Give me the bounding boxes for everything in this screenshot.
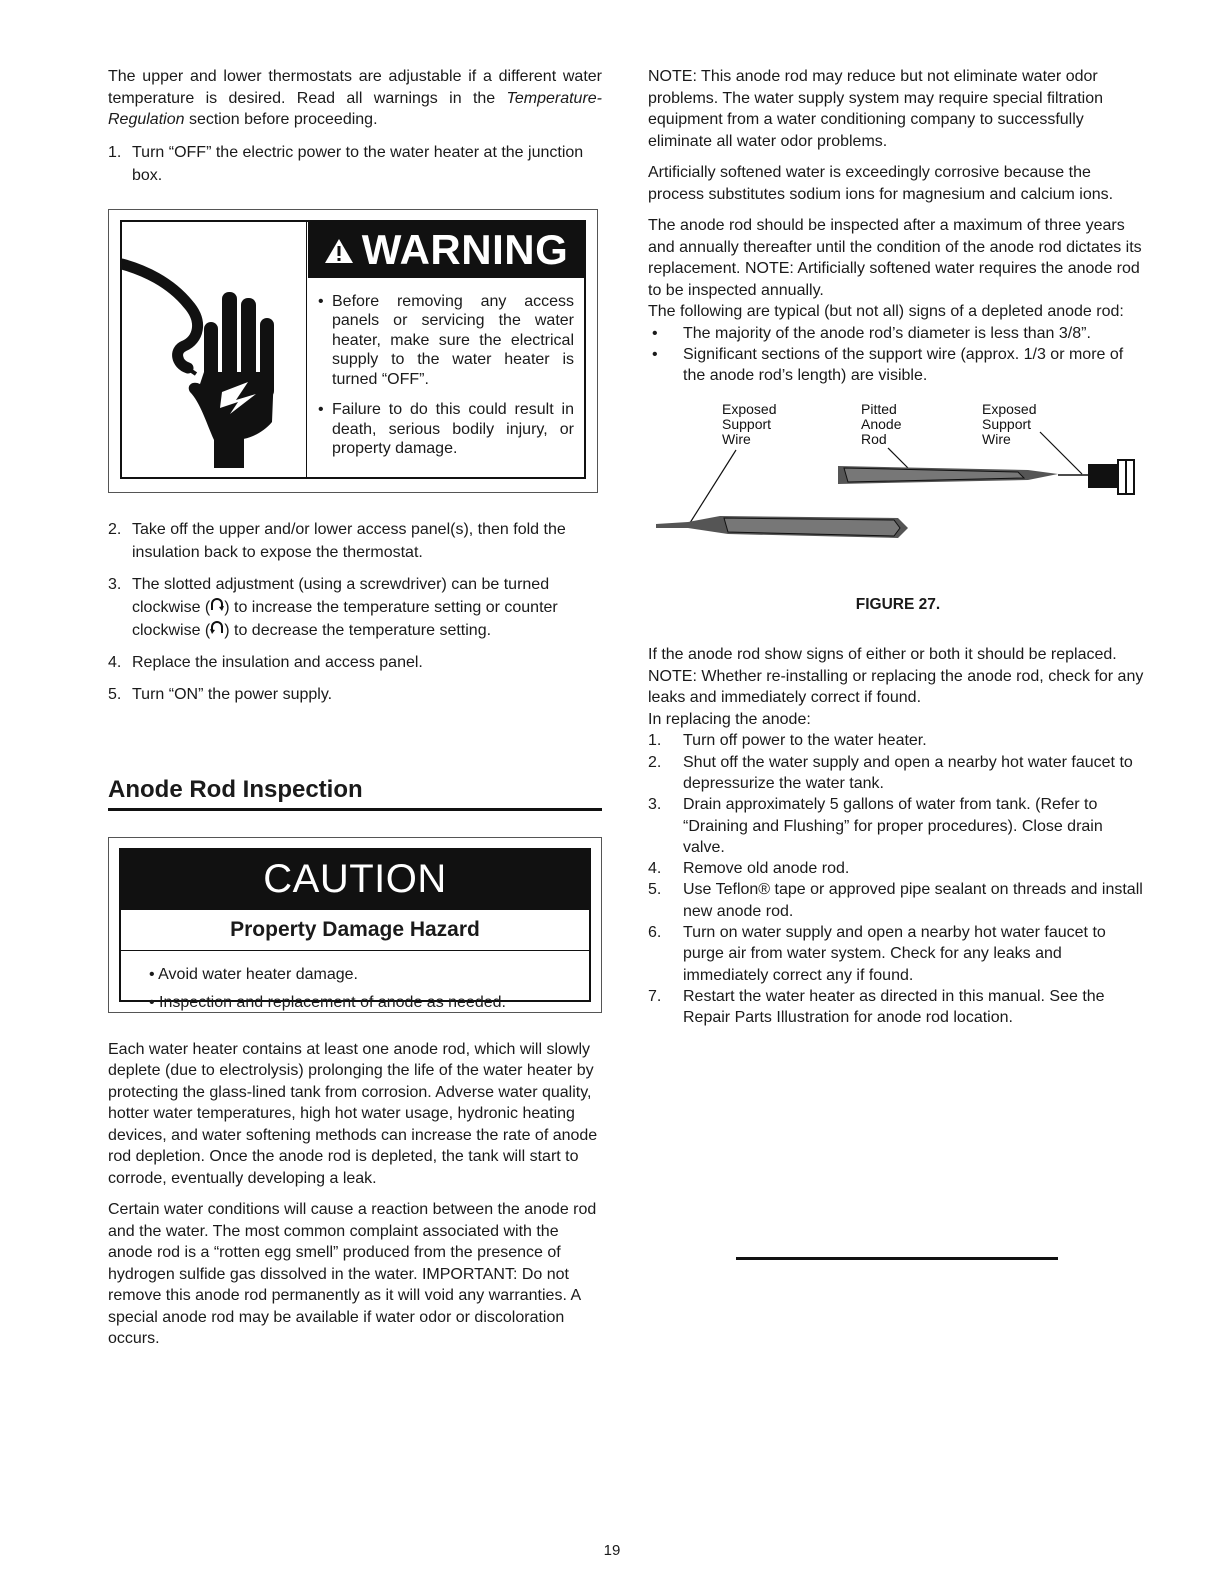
label-mid-3: Rod (861, 431, 887, 448)
page-number: 19 (603, 1542, 621, 1559)
step-text: Turn on water supply and open a nearby hot water faucet to purge air from water system. Check for any leaks and immediately correct any if found. (683, 924, 1106, 984)
label-left-3: Wire (722, 431, 751, 448)
anode-paragraph-1: Each water heater contains at least one anode rod, which will slowly deplete (due to electrolysis) prolonging the life of the water heater by protecting the glass-lined tank from corrosion. Adverse water quality, hotter water temperatures, high hot water usage, hydronic heating devices, and water softening methods can increase the rate of anode rod depletion. Once the anode rod is depleted, the tank will start to corrode, eventually developing a leak. (108, 1040, 598, 1187)
caution-item: • Inspection and replacement of anode as needed. (149, 993, 506, 1011)
warning-triangle-icon (324, 226, 354, 274)
anode-paragraph-2: Certain water conditions will cause a reaction between the anode rod and the water. The most common complaint associated with the anode rod is a “rotten egg smell” produced from the presence of hydrogen sulfide gas dissolved in the water. IMPORTANT: Do not remove this anode rod permanently as it will void any warranties. A special anode rod may be available if water odor or discoloration occurs. (108, 1201, 597, 1347)
step-3 (108, 573, 602, 642)
step-text: Turn “OFF” the electric power to the water heater at the junction box. (132, 143, 584, 184)
sign-text: Significant sections of the support wire (approx. 1/3 or more of the anode rod’s length) are visible. (683, 345, 1124, 385)
replace-step (648, 986, 1148, 1029)
intro-paragraph (108, 66, 602, 131)
step-number: 1. (108, 143, 122, 161)
step-text: Drain approximately 5 gallons of water from tank. (Refer to “Draining and Flushing” for proper procedures). Close drain valve. (683, 796, 1103, 856)
replace-step (648, 879, 1148, 922)
warning-header (308, 222, 584, 278)
step-text: Shut off the water supply and open a nearby hot water faucet to depressurize the water tank. (683, 753, 1133, 792)
electric-shock-hand-icon (122, 222, 307, 477)
label-mid-1: Pitted (861, 401, 897, 418)
inspect-paragraph: The anode rod should be inspected after a maximum of three years and annually thereafter until the condition of the anode rod dictates its replacement. NOTE: Artificially softened water requires the anode rod to be inspected annually. (648, 217, 1142, 299)
step-text: Replace the insulation and access panel. (132, 653, 423, 671)
step-list-2 (108, 518, 602, 706)
step-text: Restart the water heater as directed in this manual. See the Repair Parts Illustration for anode rod location. (683, 987, 1105, 1027)
warning-list (318, 292, 574, 470)
replace-step (648, 858, 1148, 879)
step-number: 4. (648, 860, 662, 878)
warning-item-text: Failure to do this could result in death, serious bodily injury, or property damage. (332, 401, 574, 457)
clockwise-arrow-icon (210, 599, 224, 616)
step-4 (108, 651, 602, 674)
label-left-1: Exposed (722, 401, 777, 418)
step-number: 4. (108, 653, 122, 671)
caution-header: CAUTION (121, 850, 589, 910)
step-1 (108, 141, 602, 187)
caution-box (108, 837, 602, 1013)
label-left-2: Support (722, 416, 772, 433)
label-mid-2: Anode (861, 416, 902, 433)
step-5 (108, 683, 602, 706)
sign-item: • Significant sections of the support wire (approx. 1/3 or more of the anode rod’s length) are visible. (652, 345, 1124, 385)
anode-rod-figure (648, 396, 1148, 586)
label-right-2: Support (982, 416, 1032, 433)
step-text: ) to increase the temperature setting or counter clockwise ( (132, 598, 558, 639)
step-text: Take off the upper and/or lower access panel(s), then fold the insulation back to expose the thermostat. (132, 520, 566, 561)
warning-title: WARNING (361, 225, 569, 273)
intro-text-b: section before proceeding. (184, 111, 378, 128)
step-number: 2. (648, 753, 662, 771)
caution-subheader: Property Damage Hazard (121, 910, 589, 951)
warning-inner (120, 220, 586, 479)
label-right-3: Wire (982, 431, 1011, 448)
replace-step (648, 922, 1148, 986)
step-number: 3. (648, 796, 662, 814)
right-column (648, 66, 1148, 1039)
intro-text-italic: Temperature-Regulation (108, 89, 602, 128)
replace-step (648, 752, 1148, 795)
step-text: Turn off power to the water heater. (683, 732, 927, 750)
sign-item: • The majority of the anode rod’s diameter is less than 3/8”. (652, 324, 1091, 342)
step-text: ) to decrease the temperature setting. (224, 621, 492, 639)
step-2 (108, 518, 602, 564)
warning-item: • Before removing any access panels or servicing the water heater, make sure the electrical supply to the water heater is turned “OFF”. (318, 292, 574, 388)
replace-step (648, 794, 1148, 858)
warning-box (108, 209, 598, 493)
step-number: 5. (648, 881, 662, 899)
warning-item-text: Before removing any access panels or servicing the water heater, make sure the electrical supply to the water heater is turned “OFF”. (332, 292, 574, 388)
step-number: 5. (108, 685, 122, 703)
counterclockwise-arrow-icon (210, 622, 224, 639)
signs-intro: The following are typical (but not all) signs of a depleted anode rod: (648, 303, 1124, 320)
signs-list (648, 323, 1148, 387)
step-number: 3. (108, 575, 122, 593)
step-number: 2. (108, 520, 122, 538)
figure-caption: FIGURE 27. (855, 596, 941, 614)
sign-text: The majority of the anode rod’s diameter is less than 3/8”. (683, 324, 1091, 342)
intro-text-a: The upper and lower thermostats are adjustable if a different water temperature is desired. Read all warnings in the (108, 68, 602, 107)
step-text: Remove old anode rod. (683, 860, 850, 878)
step-number: 7. (648, 987, 662, 1005)
left-column (108, 66, 602, 1360)
caution-list (121, 951, 589, 1017)
replace-steps (648, 730, 1148, 1028)
step-text: The slotted adjustment (using a screwdriver) can be turned clockwise ( (132, 575, 550, 616)
caution-inner (119, 848, 591, 1011)
softened-paragraph: Artificially softened water is exceedingly corrosive because the process substitutes sodium ions for magnesium and calcium ions. (648, 164, 1114, 203)
step-text: Turn “ON” the power supply. (132, 685, 333, 703)
step-text: Use Teflon® tape or approved pipe sealant on threads and install new anode rod. (683, 881, 1143, 920)
section-divider (736, 1257, 1058, 1260)
warning-item: • Failure to do this could result in death, serious bodily injury, or property damage. (318, 401, 574, 457)
caution-item: • Avoid water heater damage. (149, 965, 358, 983)
replace-step (648, 730, 1148, 751)
label-right-1: Exposed (982, 401, 1037, 418)
note-paragraph: NOTE: This anode rod may reduce but not eliminate water odor problems. The water supply system may require special filtration equipment from a water conditioning company to successfully eliminate all water odor problems. (648, 68, 1103, 150)
section-title: Anode Rod Inspection (108, 776, 602, 811)
replace-intro: In replacing the anode: (648, 710, 811, 728)
replace-note: If the anode rod show signs of either or both it should be replaced. NOTE: Whether re-installing or replacing the anode rod, check for any leaks and immediately correct if found. (648, 646, 1144, 707)
step-list-1 (108, 141, 602, 187)
step-number: 1. (648, 732, 662, 750)
step-number: 6. (648, 924, 662, 942)
